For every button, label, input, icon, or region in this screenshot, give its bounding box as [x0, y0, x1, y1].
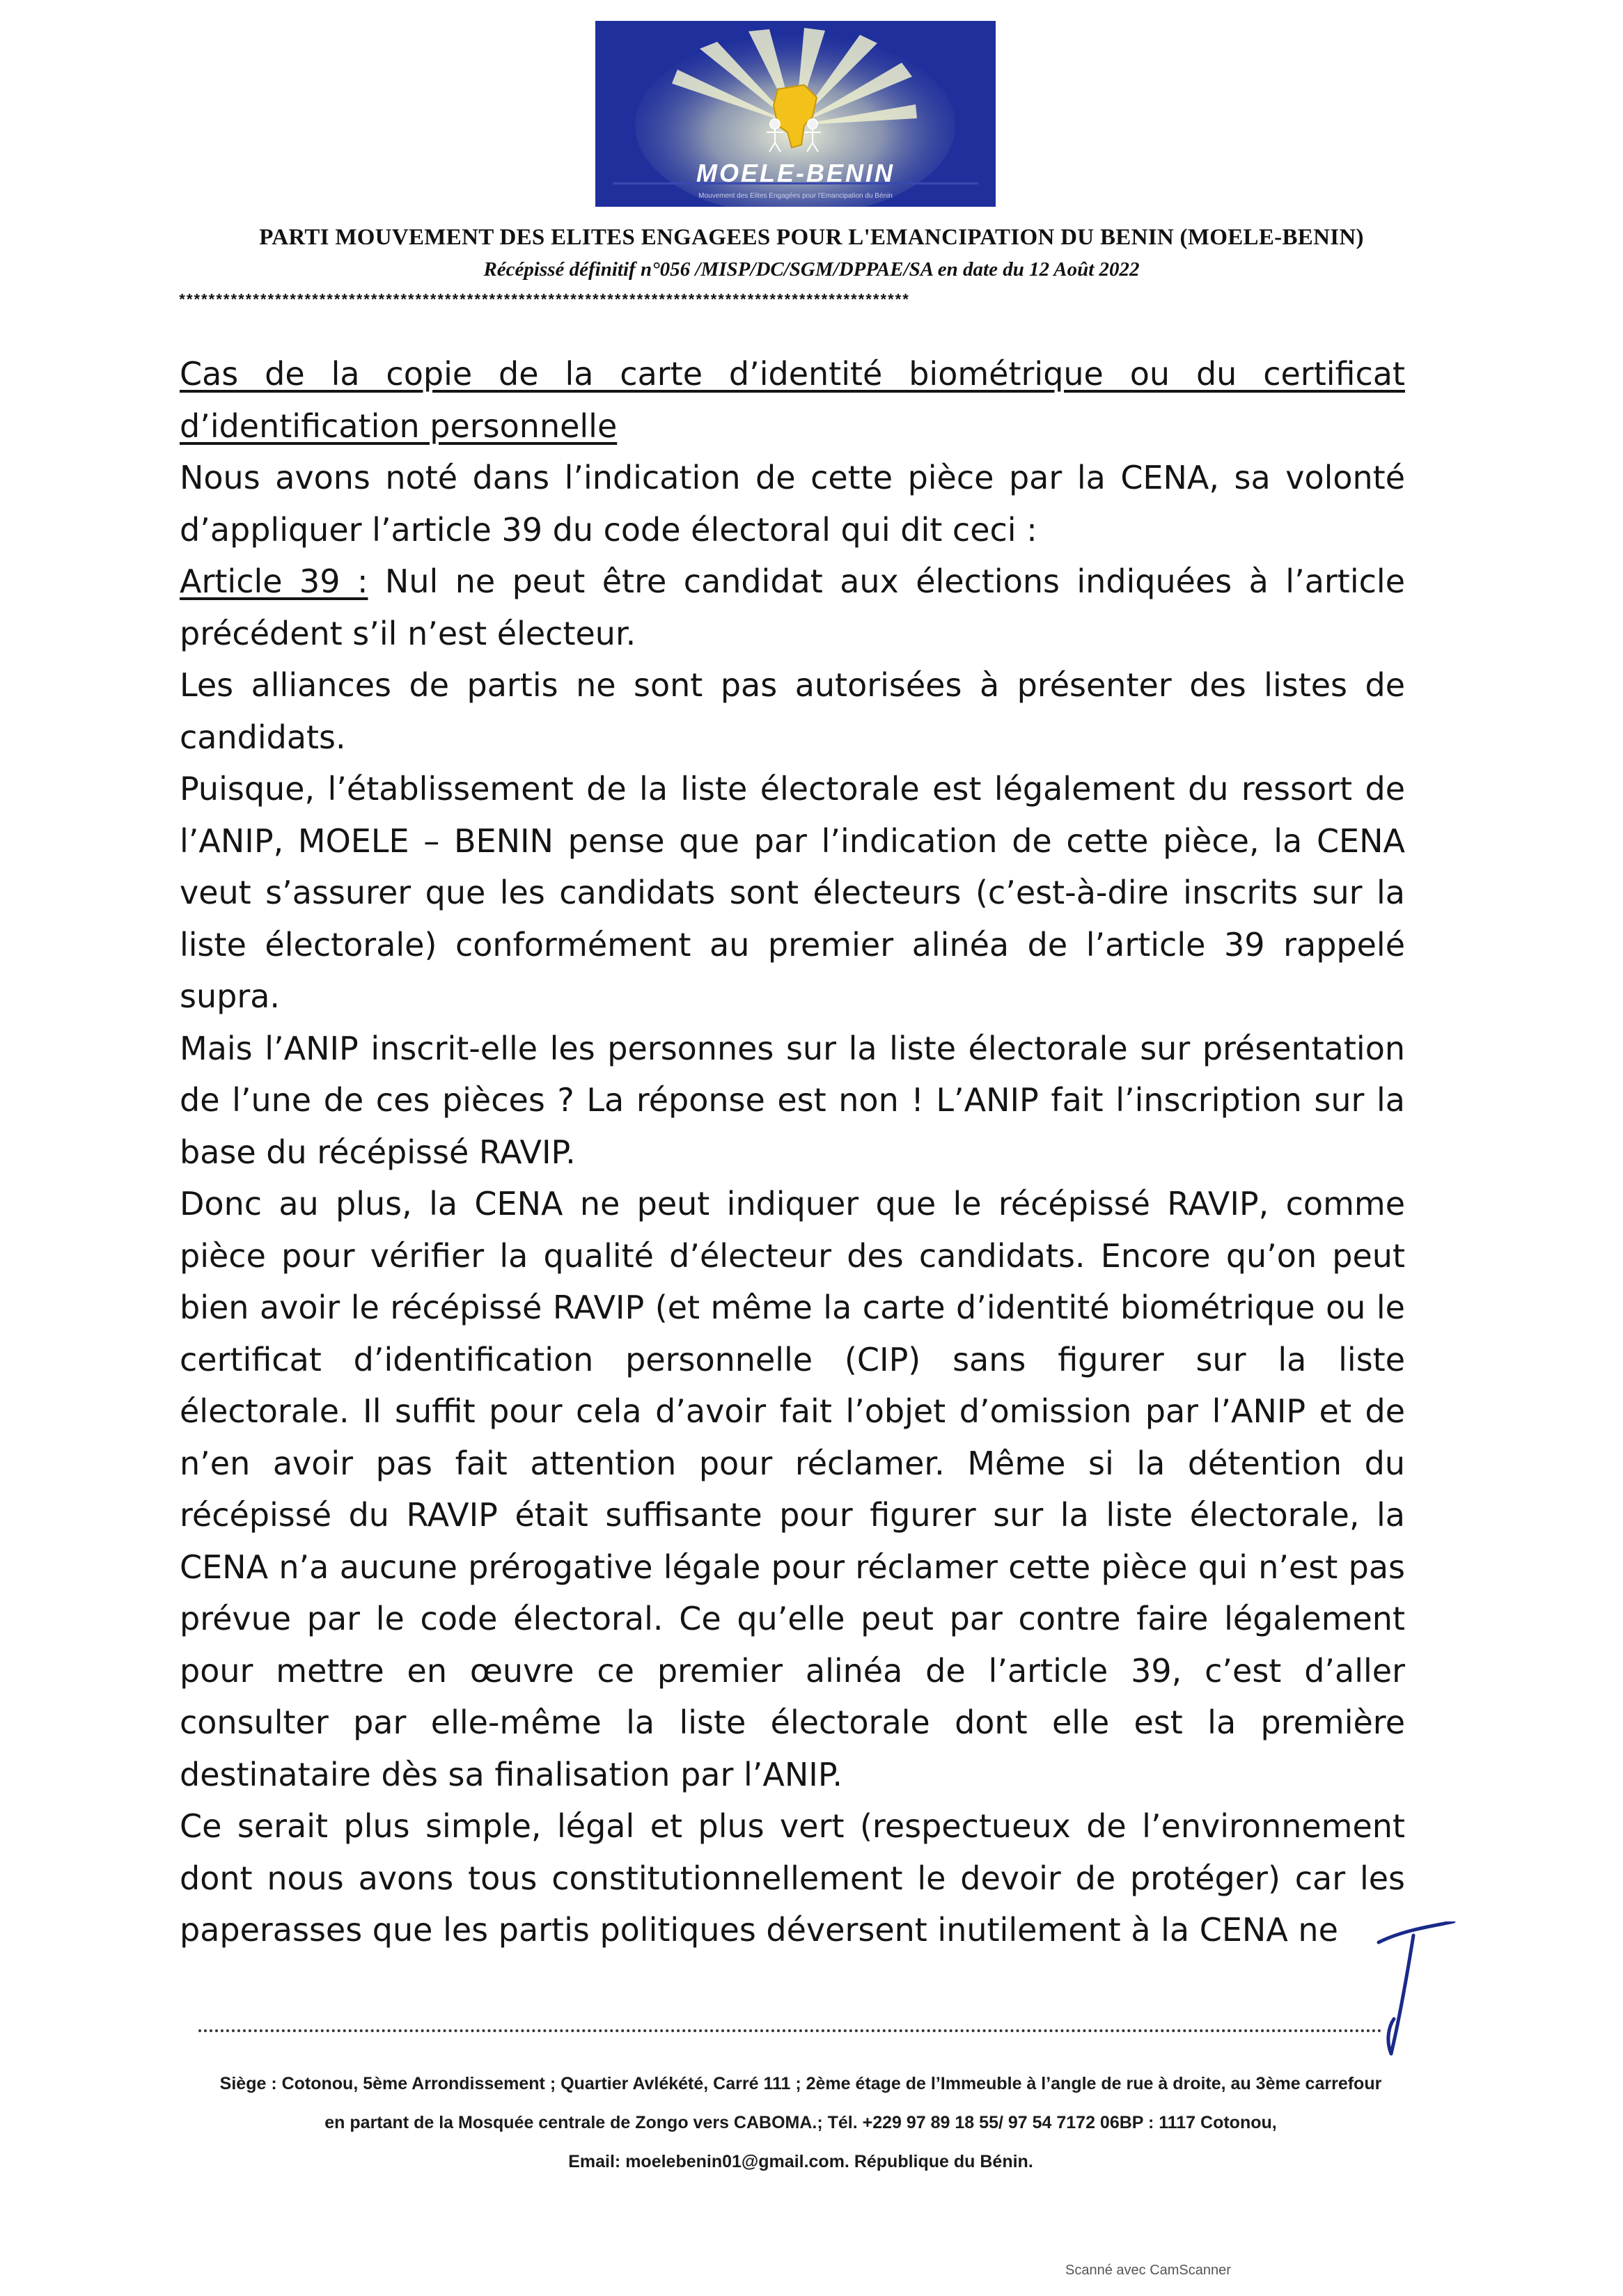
footer-line: Siège : Cotonou, 5ème Arrondissement ; Quartier Avlékété, Carré 111 ; 2ème étage de l’Immeuble à l’angle de rue à droite, au 3ème carrefour [219, 2074, 1382, 2093]
recepisse-reference: Récépissé définitif n°056 /MISP/DC/SGM/DPPAE/SA en date du 12 Août 2022 [483, 258, 1140, 281]
article-label: Article 39 : [180, 563, 368, 600]
paragraph: Ce serait plus simple, légal et plus vert (respectueux de l’environnement dont nous avons tous constitutionnellement le devoir de protéger) car les paperasses que les partis politiques déversent inutilement à la CENA ne [180, 1807, 1405, 1949]
paragraph: Mais l’ANIP inscrit-elle les personnes sur la liste électorale sur présentation de l’une de ces pièces ? La réponse est non ! L’ANIP fait l’inscription sur la base du récépissé RAVIP. [180, 1029, 1405, 1171]
footer-line: en partant de la Mosquée centrale de Zongo vers CABOMA.; Tél. +229 97 89 18 55/ 97 54 7172 06BP : 1117 Cotonou, [324, 2113, 1277, 2132]
article-text: Nul ne peut être candidat aux élections indiquées à l’article précédent s’il n’est électeur. [180, 563, 1405, 652]
logo-title: MOELE-BENIN [696, 159, 895, 187]
header-separator: *************************************************************************************************** [178, 292, 909, 310]
paragraph: Donc au plus, la CENA ne peut indiquer que le récépissé RAVIP, comme pièce pour vérifier la qualité d’électeur des candidats. Encore qu’on peut bien avoir le récépissé RAVIP (et même la carte d’identité biométrique ou le certificat d’identification personnelle (CIP) sans figurer sur la liste électorale. Il suffit pour cela d’avoir fait l’objet d’omission par l’ANIP et de n’en avoir pas fait attention pour réclamer. Même si la détention du récépissé du RAVIP était suffisante pour figurer sur la liste électorale, la CENA n’a aucune prérogative légale pour réclamer cette pièce qui n’est pas prévue par le code électoral. Ce qu’elle peut par contre faire légalement pour mettre en œuvre ce premier alinéa de l’article 39, c’est d’aller consulter par elle-même la liste électorale dont elle est la première destinataire dès sa finalisation par l’ANIP. [180, 1185, 1405, 1793]
party-name: PARTI MOUVEMENT DES ELITES ENGAGEES POUR L'EMANCIPATION DU BENIN (MOELE-BENIN) [259, 225, 1364, 250]
signature-initial-icon [1365, 1921, 1462, 2061]
paragraph: Puisque, l’établissement de la liste électorale est légalement du ressort de l’ANIP, MOELE – BENIN pense que par l’indication de cette pièce, la CENA veut s’assurer que les candidats sont électeurs (c’est-à-dire inscrits sur la liste électorale) conformément au premier alinéa de l’article 39 rappelé supra. [180, 770, 1405, 1015]
letter-body [180, 348, 1405, 1956]
footer-divider [198, 2029, 1382, 2035]
party-logo [595, 21, 996, 207]
paragraph: Les alliances de partis ne sont pas autorisées à présenter des listes de candidats. [180, 666, 1405, 756]
footer-line: Email: moelebenin01@gmail.com. République du Bénin. [568, 2152, 1033, 2171]
section-heading: Cas de la copie de la carte d’identité biométrique ou du certificat d’identification personnelle [180, 355, 1405, 445]
logo-tagline: Mouvement des Elites Engagées pour l'Emancipation du Bénin [698, 192, 893, 200]
scanner-watermark: Scanné avec CamScanner [1065, 2263, 1231, 2278]
footer-address [174, 2064, 1427, 2181]
article-quote [180, 556, 1405, 659]
paragraph: Nous avons noté dans l’indication de cette pièce par la CENA, sa volonté d’appliquer l’article 39 du code électoral qui dit ceci : [180, 459, 1405, 549]
